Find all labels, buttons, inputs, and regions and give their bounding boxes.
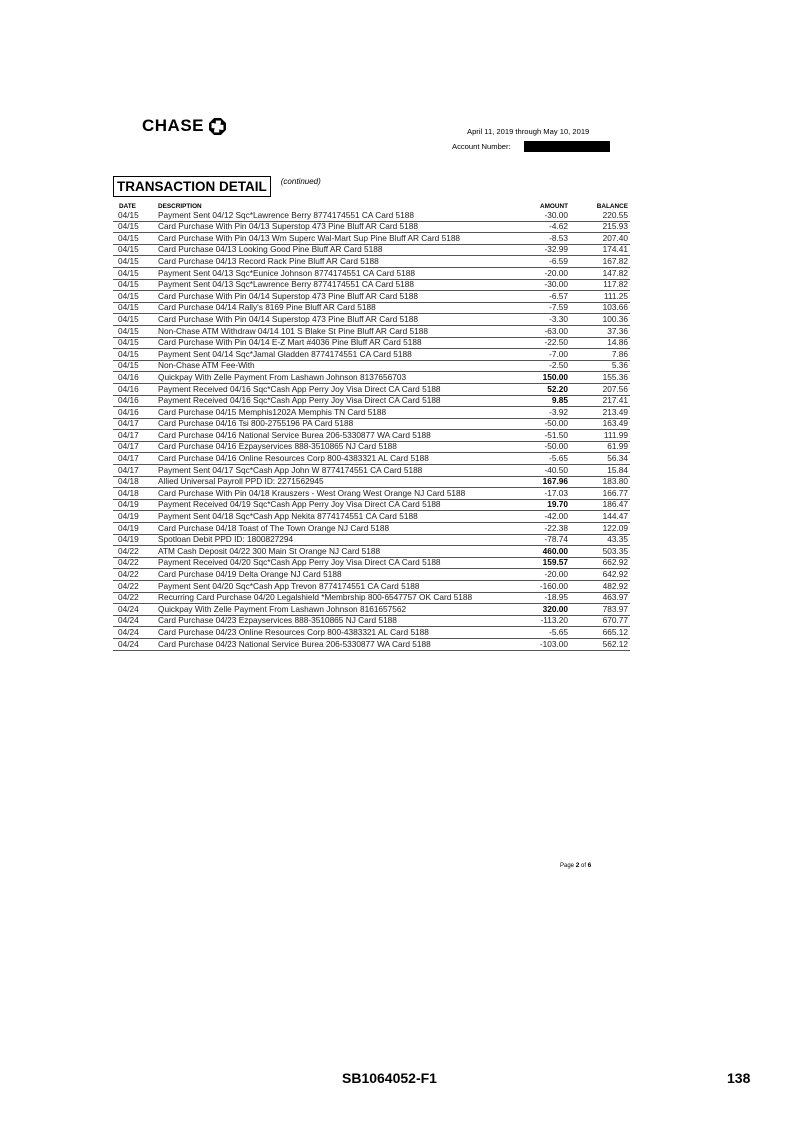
- cell-date: 04/15: [118, 209, 139, 220]
- cell-description: Card Purchase 04/16 National Service Burea 206-5330877 WA Card 5188: [158, 429, 431, 440]
- cell-date: 04/15: [118, 267, 139, 278]
- page-current: 2: [575, 862, 580, 869]
- column-date: DATE: [119, 203, 136, 210]
- cell-amount: -8.53: [549, 232, 568, 243]
- cell-balance: 662.92: [602, 557, 628, 568]
- cell-amount: 320.00: [542, 603, 568, 614]
- cell-date: 04/15: [118, 232, 139, 243]
- cell-date: 04/18: [118, 487, 139, 498]
- cell-balance: 163.49: [602, 418, 628, 429]
- page-label: Page: [560, 863, 575, 869]
- table-row: [113, 511, 630, 523]
- cell-date: 04/17: [118, 441, 139, 452]
- cell-balance: 220.55: [602, 209, 628, 220]
- table-row: [113, 627, 630, 639]
- cell-balance: 155.36: [602, 371, 628, 382]
- cell-description: Card Purchase 04/23 Ezpayservices 888-3510865 NJ Card 5188: [158, 615, 397, 626]
- table-row: [113, 407, 630, 419]
- cell-balance: 111.25: [603, 290, 628, 301]
- table-row: [113, 372, 630, 384]
- statement-period: April 11, 2019 through May 10, 2019: [467, 127, 590, 136]
- cell-date: 04/15: [118, 221, 139, 232]
- cell-amount: -2.50: [549, 360, 568, 371]
- page-number: [560, 862, 591, 869]
- cell-amount: -18.95: [544, 592, 568, 603]
- table-row: [113, 384, 630, 396]
- cell-description: Card Purchase 04/23 National Service Burea 206-5330877 WA Card 5188: [158, 638, 431, 649]
- cell-description: Recurring Card Purchase 04/20 Legalshield *Membrship 800-6547757 OK Card 5188: [158, 592, 473, 603]
- cell-date: 04/17: [118, 464, 139, 475]
- cell-description: Payment Sent 04/20 Sqc*Cash App Trevon 8774174551 CA Card 5188: [158, 580, 420, 591]
- table-row: [113, 465, 630, 477]
- cell-description: Card Purchase 04/16 Ezpayservices 888-3510865 NJ Card 5188: [158, 441, 397, 452]
- cell-description: Card Purchase 04/15 Memphis1202A Memphis TN Card 5188: [158, 406, 387, 417]
- cell-amount: -7.59: [549, 302, 568, 313]
- bates-number: 138: [727, 1070, 751, 1086]
- table-row: [113, 523, 630, 535]
- table-row: [113, 558, 630, 570]
- table-row: [113, 280, 630, 292]
- cell-date: 04/15: [118, 244, 139, 255]
- cell-date: 04/16: [118, 406, 139, 417]
- cell-balance: 503.35: [602, 545, 628, 556]
- cell-balance: 217.41: [602, 395, 628, 406]
- cell-amount: -113.20: [540, 615, 568, 626]
- cell-date: 04/22: [118, 557, 139, 568]
- cell-amount: 150.00: [542, 371, 568, 382]
- cell-date: 04/18: [118, 476, 139, 487]
- chase-octagon-icon: [209, 118, 226, 135]
- section-header: [113, 176, 321, 197]
- cell-description: Card Purchase With Pin 04/13 Superstop 473 Pine Bluff AR Card 5188: [158, 221, 418, 232]
- table-header: [113, 200, 630, 210]
- cell-amount: -5.65: [549, 626, 568, 637]
- cell-amount: -30.00: [544, 279, 568, 290]
- cell-balance: 562.12: [602, 638, 628, 649]
- cell-date: 04/15: [118, 255, 139, 266]
- table-row: [113, 222, 630, 234]
- cell-description: Payment Sent 04/17 Sqc*Cash App John W 8774174551 CA Card 5188: [158, 464, 423, 475]
- cell-date: 04/19: [118, 499, 139, 510]
- cell-balance: 5.36: [611, 360, 628, 371]
- cell-balance: 186.47: [602, 499, 628, 510]
- cell-balance: 15.84: [607, 464, 628, 475]
- cell-description: Quickpay With Zelle Payment From Lashawn Johnson 8161657562: [158, 603, 407, 614]
- table-row: [113, 338, 630, 350]
- table-row: [113, 268, 630, 280]
- cell-balance: 7.86: [611, 348, 628, 359]
- cell-amount: -22.50: [544, 337, 568, 348]
- column-balance: BALANCE: [596, 203, 628, 210]
- table-row: [113, 326, 630, 338]
- cell-amount: -40.50: [544, 464, 568, 475]
- cell-date: 04/19: [118, 534, 139, 545]
- cell-balance: 117.82: [603, 279, 628, 290]
- cell-date: 04/17: [118, 453, 139, 464]
- cell-description: Payment Sent 04/14 Sqc*Jamal Gladden 8774174551 CA Card 5188: [158, 348, 412, 359]
- cell-amount: -6.57: [549, 290, 568, 301]
- cell-date: 04/15: [118, 348, 139, 359]
- cell-amount: -42.00: [544, 511, 568, 522]
- cell-balance: 482.92: [602, 580, 628, 591]
- cell-description: Card Purchase 04/18 Toast of The Town Orange NJ Card 5188: [158, 522, 390, 533]
- cell-date: 04/22: [118, 569, 139, 579]
- table-row: [113, 581, 630, 593]
- document-id: SB1064052-F1: [342, 1070, 437, 1086]
- cell-amount: -63.00: [544, 325, 568, 336]
- cell-balance: 783.97: [602, 603, 628, 614]
- cell-date: 04/15: [118, 325, 139, 336]
- cell-date: 04/15: [118, 279, 139, 290]
- cell-balance: 207.40: [602, 232, 628, 243]
- cell-description: Payment Received 04/19 Sqc*Cash App Perry Joy Visa Direct CA Card 5188: [158, 499, 441, 510]
- cell-balance: 166.77: [602, 487, 628, 498]
- cell-balance: 103.66: [602, 302, 628, 313]
- cell-balance: 111.99: [603, 429, 628, 440]
- cell-balance: 174.41: [602, 244, 628, 255]
- table-row: [113, 210, 630, 222]
- cell-description: Card Purchase 04/16 Online Resources Corp 800-4383321 AL Card 5188: [158, 453, 429, 464]
- cell-amount: -20.00: [544, 267, 568, 278]
- table-row: [113, 593, 630, 605]
- cell-amount: 52.20: [547, 383, 568, 394]
- cell-amount: 460.00: [542, 545, 568, 556]
- cell-description: Card Purchase With Pin 04/14 E-Z Mart #4036 Pine Bluff AR Card 5188: [158, 337, 422, 348]
- cell-date: 04/15: [118, 302, 139, 313]
- cell-amount: -3.30: [549, 313, 568, 324]
- cell-description: Card Purchase 04/14 Rally's 8169 Pine Bluff AR Card 5188: [158, 302, 376, 313]
- table-row: [113, 569, 630, 581]
- cell-amount: -6.59: [549, 255, 568, 266]
- table-row: [113, 314, 630, 326]
- table-row: [113, 604, 630, 616]
- table-row: [113, 546, 630, 558]
- cell-date: 04/22: [118, 592, 139, 603]
- cell-amount: -5.65: [549, 453, 568, 464]
- table-row: [113, 500, 630, 512]
- cell-description: Card Purchase 04/13 Looking Good Pine Bluff AR Card 5188: [158, 244, 383, 255]
- cell-balance: 670.77: [602, 615, 628, 626]
- cell-description: Payment Received 04/20 Sqc*Cash App Perry Joy Visa Direct CA Card 5188: [158, 557, 441, 568]
- cell-date: 04/19: [118, 511, 139, 522]
- cell-date: 04/16: [118, 395, 139, 406]
- cell-amount: -20.00: [544, 569, 568, 579]
- table-row: [113, 396, 630, 408]
- cell-date: 04/22: [118, 545, 139, 556]
- cell-amount: -78.74: [544, 534, 568, 545]
- cell-amount: -50.00: [544, 441, 568, 452]
- column-amount: AMOUNT: [539, 203, 568, 210]
- transaction-table: [113, 200, 630, 651]
- cell-description: Card Purchase 04/13 Record Rack Pine Bluff AR Card 5188: [158, 255, 379, 266]
- cell-amount: -50.00: [544, 418, 568, 429]
- cell-balance: 147.82: [602, 267, 628, 278]
- table-row: [113, 361, 630, 373]
- cell-description: Payment Sent 04/13 Sqc*Lawrence Berry 8774174551 CA Card 5188: [158, 279, 414, 290]
- cell-amount: -17.03: [544, 487, 568, 498]
- cell-balance: 213.49: [602, 406, 628, 417]
- page-total: 6: [587, 862, 592, 869]
- cell-date: 04/24: [118, 603, 139, 614]
- table-row: [113, 535, 630, 547]
- cell-amount: -160.00: [539, 580, 568, 591]
- cell-balance: 463.97: [602, 592, 628, 603]
- cell-balance: 43.35: [607, 534, 628, 545]
- cell-description: Non-Chase ATM Fee-With: [158, 360, 255, 371]
- table-row: [113, 245, 630, 257]
- table-row: [113, 349, 630, 361]
- section-subtitle: (continued): [280, 177, 321, 186]
- table-body: [113, 210, 630, 651]
- section-title: TRANSACTION DETAIL: [113, 176, 271, 197]
- chase-logo: [142, 116, 226, 136]
- cell-balance: 100.36: [602, 313, 628, 324]
- cell-amount: -3.92: [549, 406, 568, 417]
- cell-amount: -22.38: [544, 522, 568, 533]
- account-label: Account Number:: [452, 142, 511, 151]
- cell-balance: 61.99: [607, 441, 628, 452]
- cell-amount: 159.57: [542, 557, 568, 568]
- cell-description: Card Purchase With Pin 04/18 Krauszers - West Orang West Orange NJ Card 5188: [158, 487, 466, 498]
- cell-date: 04/15: [118, 290, 139, 301]
- table-row: [113, 291, 630, 303]
- table-row: [113, 430, 630, 442]
- cell-description: Quickpay With Zelle Payment From Lashawn Johnson 8137656703: [158, 371, 407, 382]
- account-number: [452, 141, 610, 152]
- table-row: [113, 256, 630, 268]
- cell-description: Payment Received 04/16 Sqc*Cash App Perry Joy Visa Direct CA Card 5188: [158, 383, 441, 394]
- cell-description: ATM Cash Deposit 04/22 300 Main St Orange NJ Card 5188: [158, 545, 381, 556]
- cell-date: 04/15: [118, 313, 139, 324]
- cell-description: Payment Received 04/16 Sqc*Cash App Perry Joy Visa Direct CA Card 5188: [158, 395, 441, 406]
- cell-balance: 183.80: [602, 476, 628, 487]
- logo-text: CHASE: [142, 116, 205, 135]
- table-row: [113, 477, 630, 489]
- cell-description: Allied Universal Payroll PPD ID: 2271562945: [158, 476, 324, 487]
- cell-balance: 665.12: [602, 626, 628, 637]
- cell-balance: 56.34: [607, 453, 628, 464]
- table-row: [113, 453, 630, 465]
- cell-balance: 215.93: [602, 221, 628, 232]
- cell-description: Payment Sent 04/12 Sqc*Lawrence Berry 8774174551 CA Card 5188: [158, 209, 414, 220]
- cell-date: 04/24: [118, 615, 139, 626]
- column-description: DESCRIPTION: [158, 203, 202, 210]
- cell-date: 04/16: [118, 383, 139, 394]
- cell-amount: -51.50: [544, 429, 568, 440]
- cell-amount: 167.96: [542, 476, 568, 487]
- cell-amount: -103.00: [539, 638, 568, 649]
- cell-balance: 642.92: [602, 569, 628, 579]
- cell-balance: 122.09: [602, 522, 628, 533]
- table-row: [113, 303, 630, 315]
- cell-date: 04/19: [118, 522, 139, 533]
- cell-description: Non-Chase ATM Withdraw 04/14 101 S Blake St Pine Bluff AR Card 5188: [158, 325, 428, 336]
- cell-description: Spotloan Debit PPD ID: 1800827294: [158, 534, 294, 545]
- table-row: [113, 419, 630, 431]
- cell-amount: -7.00: [549, 348, 568, 359]
- cell-balance: 14.86: [607, 337, 628, 348]
- cell-balance: 37.36: [607, 325, 628, 336]
- redacted-account-number: [524, 141, 610, 152]
- cell-description: Card Purchase 04/16 Tsi 800-2755196 PA Card 5188: [158, 418, 354, 429]
- cell-amount: -30.00: [544, 209, 568, 220]
- cell-balance: 167.82: [602, 255, 628, 266]
- cell-description: Card Purchase With Pin 04/14 Superstop 473 Pine Bluff AR Card 5188: [158, 313, 418, 324]
- page-of: of: [580, 863, 586, 869]
- table-row: [113, 616, 630, 628]
- cell-description: Payment Sent 04/13 Sqc*Eunice Johnson 8774174551 CA Card 5188: [158, 267, 415, 278]
- table-row: [113, 233, 630, 245]
- cell-amount: 19.70: [547, 499, 568, 510]
- cell-amount: -32.99: [544, 244, 568, 255]
- table-row: [113, 442, 630, 454]
- cell-amount: 9.85: [551, 395, 568, 406]
- cell-description: Card Purchase 04/23 Online Resources Corp 800-4383321 AL Card 5188: [158, 626, 429, 637]
- cell-date: 04/15: [118, 337, 139, 348]
- cell-description: Card Purchase With Pin 04/14 Superstop 473 Pine Bluff AR Card 5188: [158, 290, 418, 301]
- cell-date: 04/17: [118, 429, 139, 440]
- cell-amount: -4.62: [549, 221, 568, 232]
- cell-date: 04/17: [118, 418, 139, 429]
- cell-date: 04/22: [118, 580, 139, 591]
- cell-description: Payment Sent 04/18 Sqc*Cash App Nekita 8774174551 CA Card 5188: [158, 511, 418, 522]
- table-row: [113, 488, 630, 500]
- cell-date: 04/24: [118, 626, 139, 637]
- cell-balance: 207.56: [602, 383, 628, 394]
- table-row: [113, 639, 630, 651]
- cell-date: 04/24: [118, 638, 139, 649]
- cell-balance: 144.47: [602, 511, 628, 522]
- cell-description: Card Purchase With Pin 04/13 Wm Superc Wal-Mart Sup Pine Bluff AR Card 5188: [158, 232, 461, 243]
- cell-description: Card Purchase 04/19 Delta Orange NJ Card 5188: [158, 569, 342, 579]
- cell-date: 04/16: [118, 371, 139, 382]
- cell-date: 04/15: [118, 360, 139, 371]
